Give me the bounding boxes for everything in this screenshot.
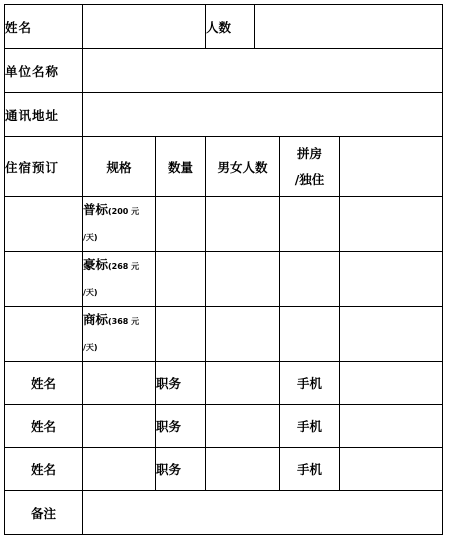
- registration-form: [4, 4, 443, 535]
- contact-name-field[interactable]: [83, 448, 156, 491]
- room-row: [5, 307, 443, 362]
- row-remark: [5, 491, 443, 535]
- room-share-field[interactable]: [280, 307, 340, 362]
- contact-row: [5, 448, 443, 491]
- room-spec: [83, 252, 156, 307]
- contact-phone-label: 手机: [280, 405, 340, 448]
- contact-name-field[interactable]: [83, 362, 156, 405]
- room-extra-field[interactable]: [340, 197, 443, 252]
- contact-name-field[interactable]: [83, 405, 156, 448]
- booking-label: 住宿预订: [5, 137, 83, 197]
- name-label: 姓名: [5, 5, 83, 49]
- people-label: 人数: [206, 5, 255, 49]
- room-qty-field[interactable]: [156, 197, 206, 252]
- booking-label-blank: [5, 307, 83, 362]
- contact-title-label: 职务: [156, 448, 206, 491]
- room-price: (268 元: [108, 262, 140, 271]
- contact-row: [5, 405, 443, 448]
- room-row: [5, 197, 443, 252]
- room-name: 豪标: [83, 257, 109, 272]
- contact-title-field[interactable]: [206, 405, 280, 448]
- address-field[interactable]: [83, 93, 443, 137]
- room-extra-field[interactable]: [340, 252, 443, 307]
- contact-title-field[interactable]: [206, 448, 280, 491]
- room-spec: [83, 307, 156, 362]
- contact-row: [5, 362, 443, 405]
- room-row: [5, 252, 443, 307]
- room-spec: [83, 197, 156, 252]
- qty-header: 数量: [156, 137, 206, 197]
- room-gender-field[interactable]: [206, 252, 280, 307]
- contact-phone-field[interactable]: [340, 405, 443, 448]
- row-address: [5, 93, 443, 137]
- booking-label-blank: [5, 252, 83, 307]
- contact-title-label: 职务: [156, 362, 206, 405]
- row-unit: [5, 49, 443, 93]
- room-name: 普标: [83, 202, 109, 217]
- share-header: [280, 137, 340, 197]
- contact-title-field[interactable]: [206, 362, 280, 405]
- room-qty-field[interactable]: [156, 307, 206, 362]
- contact-phone-field[interactable]: [340, 448, 443, 491]
- room-share-field[interactable]: [280, 197, 340, 252]
- contact-phone-field[interactable]: [340, 362, 443, 405]
- contact-name-label: 姓名: [5, 362, 83, 405]
- people-field[interactable]: [255, 5, 443, 49]
- room-unit: /天): [83, 233, 98, 242]
- room-unit: /天): [83, 288, 98, 297]
- remark-field[interactable]: [83, 491, 443, 535]
- remark-label: 备注: [5, 491, 83, 535]
- booking-extra-header: [340, 137, 443, 197]
- contact-phone-label: 手机: [280, 362, 340, 405]
- unit-field[interactable]: [83, 49, 443, 93]
- row-booking-header: [5, 137, 443, 197]
- row-name: [5, 5, 443, 49]
- room-gender-field[interactable]: [206, 307, 280, 362]
- address-label: 通讯地址: [5, 93, 83, 137]
- unit-label: 单位名称: [5, 49, 83, 93]
- contact-name-label: 姓名: [5, 405, 83, 448]
- room-share-field[interactable]: [280, 252, 340, 307]
- gender-header: 男女人数: [206, 137, 280, 197]
- share-header-line1: 拼房: [296, 145, 322, 161]
- room-unit: /天): [83, 343, 98, 352]
- contact-title-label: 职务: [156, 405, 206, 448]
- name-field[interactable]: [83, 5, 206, 49]
- room-price: (200 元: [108, 207, 140, 216]
- contact-name-label: 姓名: [5, 448, 83, 491]
- booking-label-blank: [5, 197, 83, 252]
- room-extra-field[interactable]: [340, 307, 443, 362]
- spec-header: 规格: [83, 137, 156, 197]
- room-name: 商标: [83, 312, 109, 327]
- room-qty-field[interactable]: [156, 252, 206, 307]
- room-gender-field[interactable]: [206, 197, 280, 252]
- contact-phone-label: 手机: [280, 448, 340, 491]
- share-header-line2: /独住: [294, 171, 325, 187]
- room-price: (368 元: [108, 317, 140, 326]
